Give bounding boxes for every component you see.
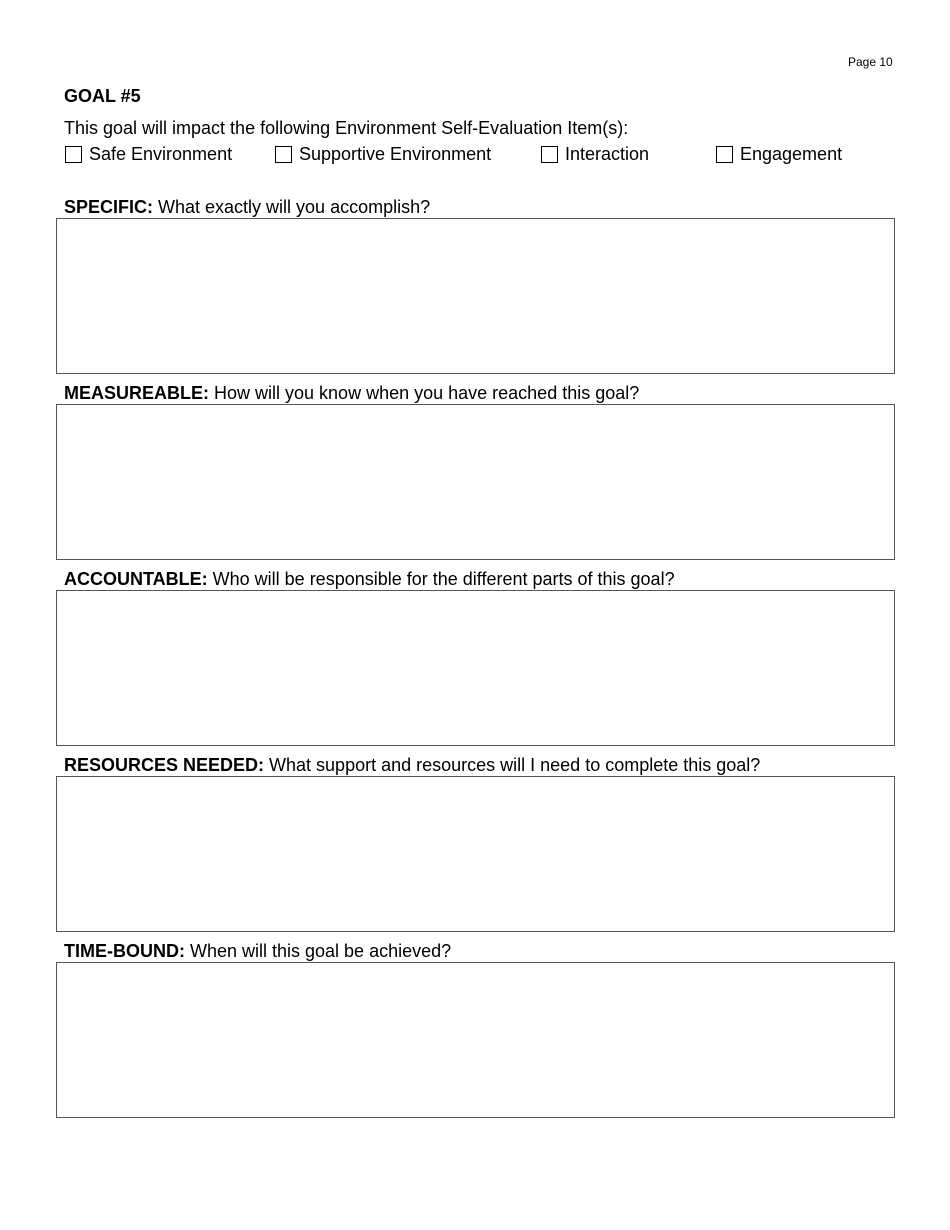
option-interaction[interactable] xyxy=(541,144,649,164)
accountable-answer-box[interactable] xyxy=(56,590,895,746)
accountable-question: Who will be responsible for the different parts of this goal? xyxy=(207,569,675,589)
engagement-checkbox[interactable] xyxy=(716,146,733,163)
time-bound-question: When will this goal be achieved? xyxy=(184,941,452,961)
goal-title: GOAL #5 xyxy=(64,86,141,106)
supportive-environment-label: Supportive Environment xyxy=(299,143,492,164)
time-bound-label: TIME-BOUND: xyxy=(64,941,185,961)
measureable-answer-box[interactable] xyxy=(56,404,895,560)
measureable-question: How will you know when you have reached this goal? xyxy=(209,383,640,403)
interaction-checkbox[interactable] xyxy=(541,146,558,163)
specific-heading xyxy=(64,197,430,218)
measureable-heading xyxy=(64,383,639,404)
safe-environment-checkbox[interactable] xyxy=(65,146,82,163)
option-supportive-environment[interactable] xyxy=(275,144,491,164)
goal-intro: This goal will impact the following Environment Self-Evaluation Item(s): xyxy=(64,118,629,138)
time-bound-heading xyxy=(64,941,451,962)
specific-answer-box[interactable] xyxy=(56,218,895,374)
supportive-environment-checkbox[interactable] xyxy=(275,146,292,163)
page-number: Page 10 xyxy=(848,55,893,69)
interaction-label: Interaction xyxy=(565,143,650,164)
resources-needed-question: What support and resources will I need to complete this goal? xyxy=(264,755,761,775)
engagement-label: Engagement xyxy=(740,143,843,164)
safe-environment-label: Safe Environment xyxy=(89,143,233,164)
measureable-label: MEASUREABLE: xyxy=(64,383,210,403)
option-engagement[interactable] xyxy=(716,144,842,164)
time-bound-answer-box[interactable] xyxy=(56,962,895,1118)
accountable-heading xyxy=(64,569,675,590)
specific-question: What exactly will you accomplish? xyxy=(153,197,431,217)
accountable-label: ACCOUNTABLE: xyxy=(64,569,208,589)
resources-needed-label: RESOURCES NEEDED: xyxy=(64,755,265,775)
option-safe-environment[interactable] xyxy=(65,144,232,164)
resources-needed-answer-box[interactable] xyxy=(56,776,895,932)
specific-label: SPECIFIC: xyxy=(64,197,154,217)
resources-needed-heading xyxy=(64,755,760,776)
